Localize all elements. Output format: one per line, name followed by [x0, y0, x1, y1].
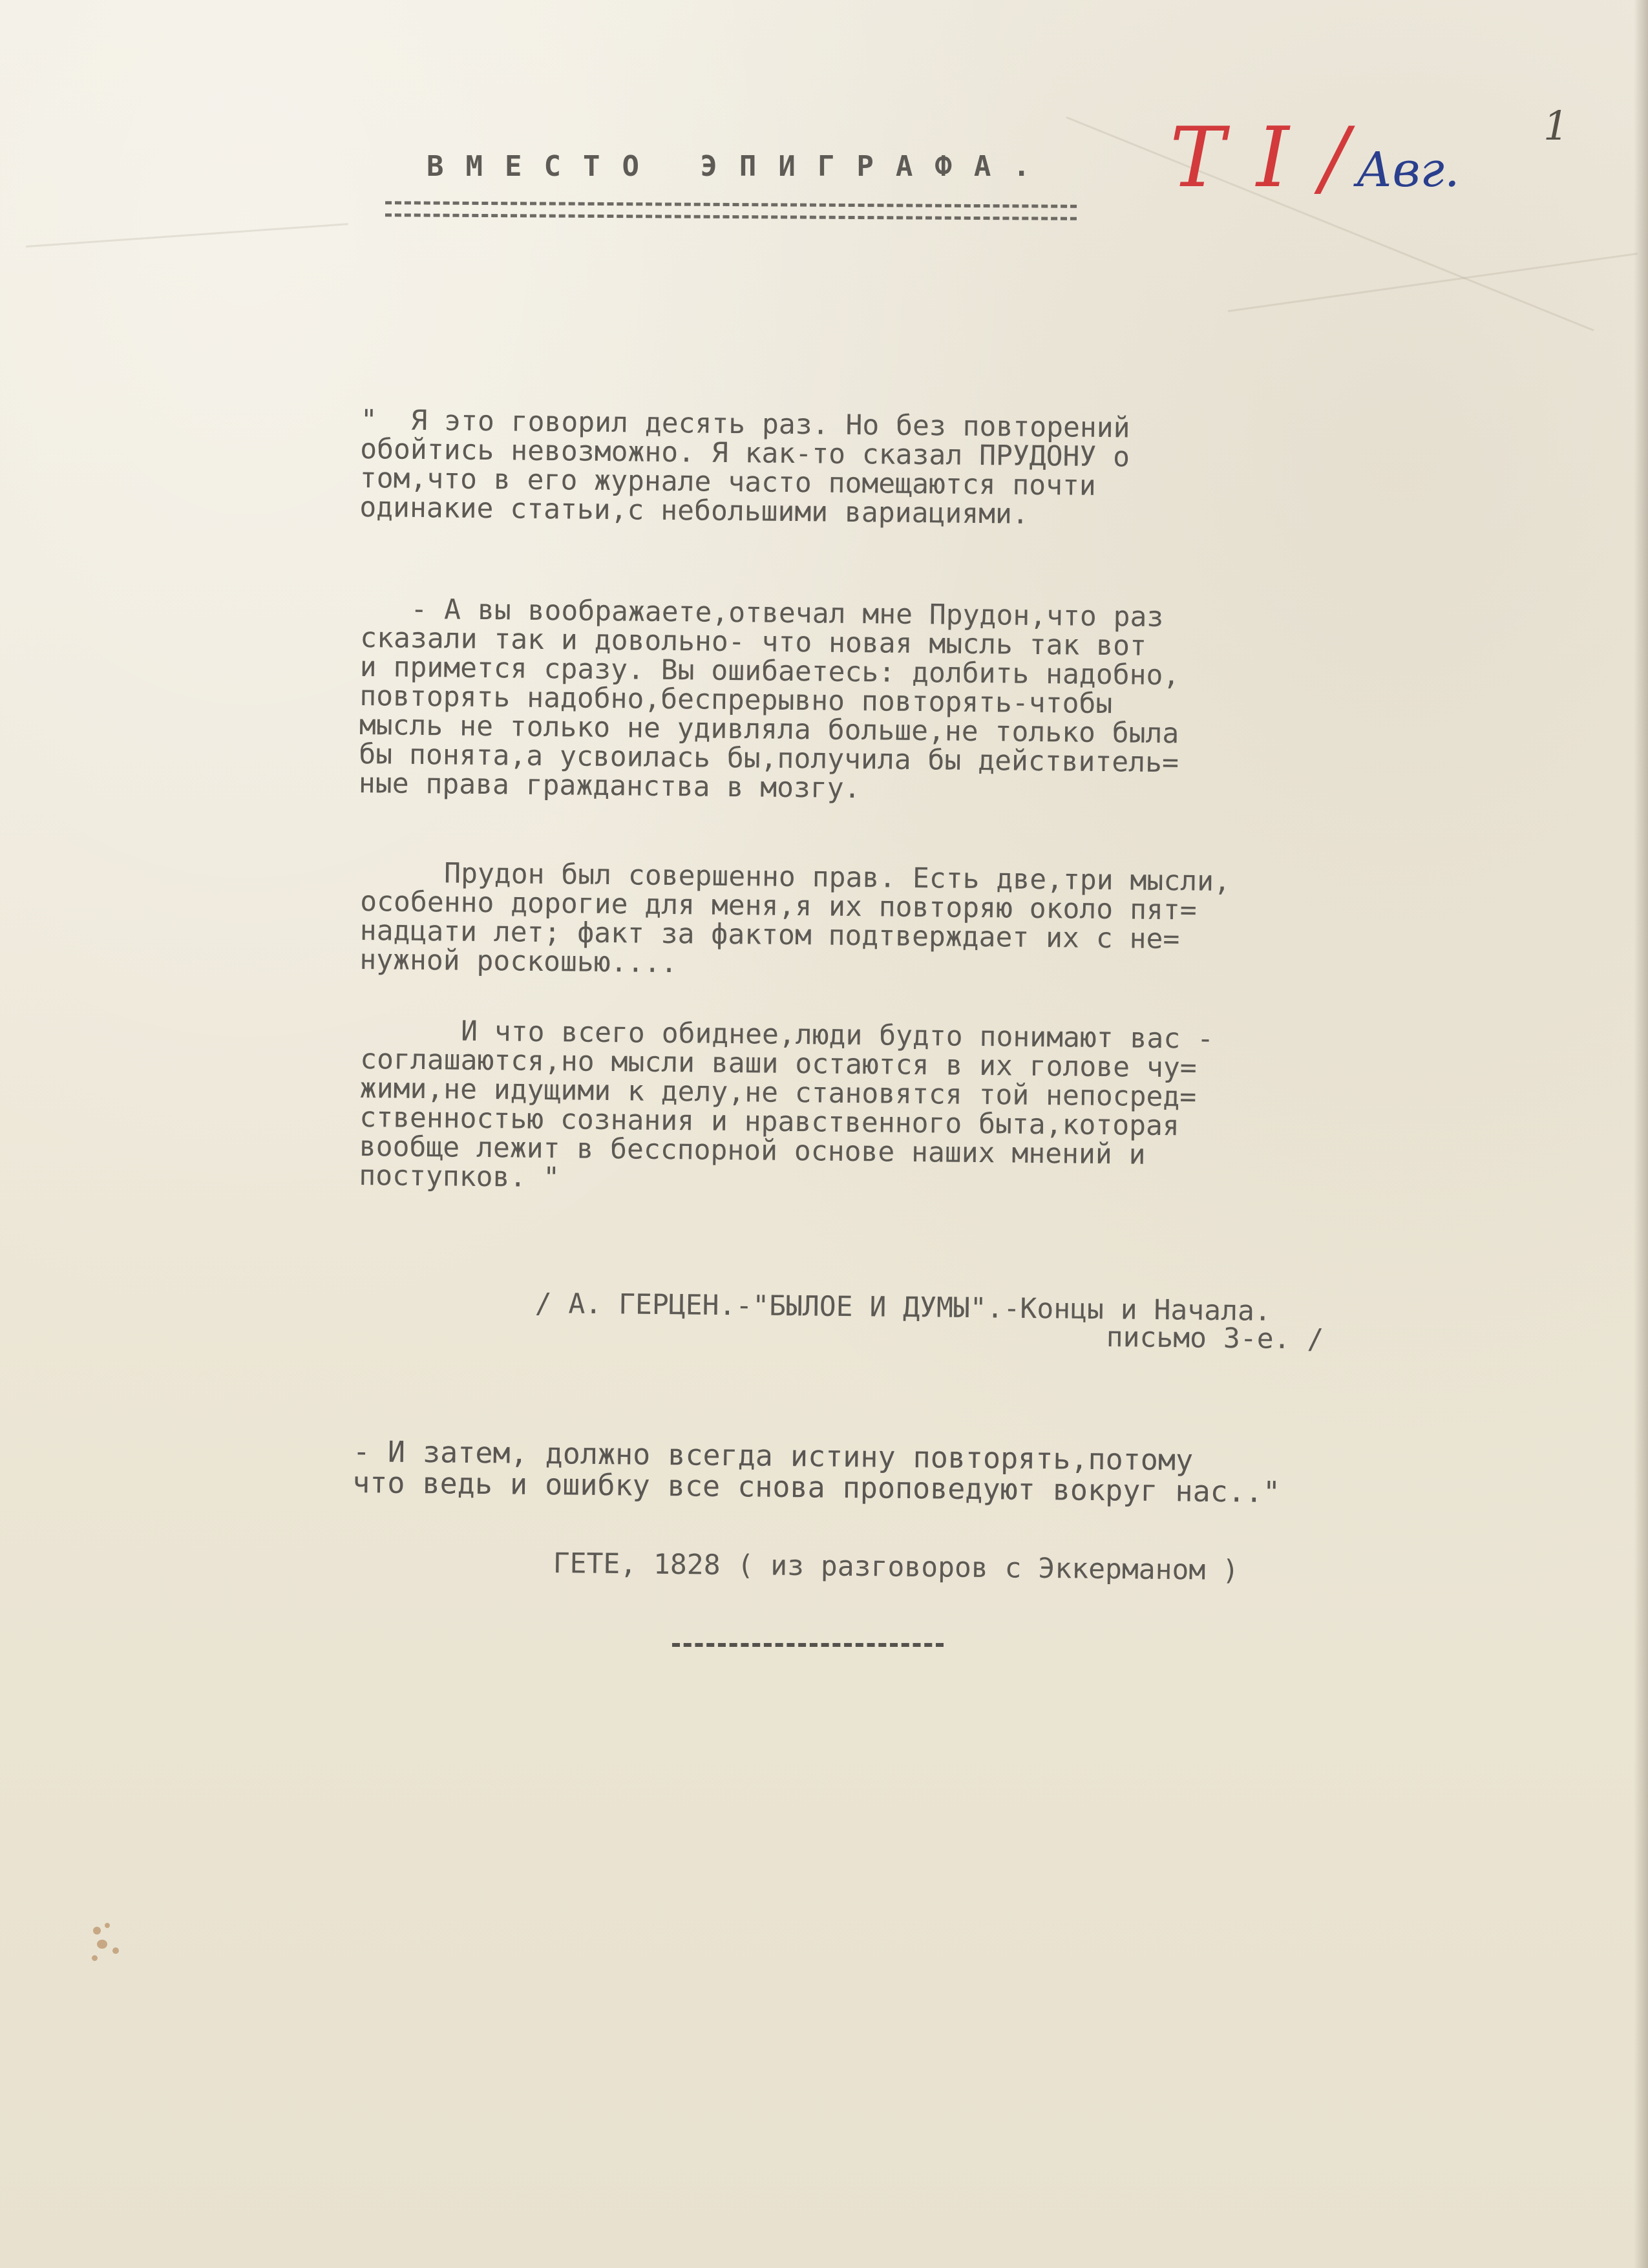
paper-edge-shadow: [1634, 0, 1648, 2268]
quote-paragraph-4: И что всего обиднее,люди будто понимают вас - соглашаются,но мысли ваши остаются в их голове чу= жими,не идущими к делу,не становятся той непосред= ственностью сознания и нравственного быта,которая вообще лежит в бесспорной основе наших мнений и поступков. ": [359, 1014, 1214, 1194]
paper-crease: [26, 223, 348, 248]
closing-rule: [672, 1643, 944, 1647]
page-title: ВМЕСТО ЭПИГРАФА.: [427, 150, 1052, 183]
handwritten-annotation: [1170, 110, 1459, 206]
paper-crease: [1228, 253, 1638, 312]
citation-letter: письмо 3-е. /: [1106, 1321, 1324, 1356]
goethe-quote: - И затем, должно всегда истину повторять,потому что ведь и ошибку все снова проповедуют вокруг нас..": [352, 1434, 1281, 1510]
annotation-blue-note: Авг.: [1356, 142, 1460, 198]
paper-stains: [90, 1923, 129, 1968]
goethe-source: ГЕТЕ, 1828 ( из разговоров с Эккерманом ): [553, 1547, 1240, 1587]
quote-paragraph-1: " Я это говорил десять раз. Но без повторений обойтись невозможно. Я как-то сказал ПРУДОНУ о том,что в его журнале часто помещаются почти одинакие статьи,с небольшими вариациями.: [359, 404, 1130, 531]
title-underline: [385, 201, 1077, 220]
quote-paragraph-3: Прудон был совершенно прав. Есть две,три мысли, особенно дорогие для меня,я их повторяю около пят= надцати лет; факт за фактом подтверждает их с не= нужной роскошью....: [359, 856, 1231, 980]
annotation-red-mark: T I /: [1170, 110, 1351, 206]
page-number: 1: [1543, 102, 1569, 149]
citation-herzen: / А. ГЕРЦЕН.-"БЫЛОЕ И ДУМЫ".-Концы и Начала.: [534, 1288, 1272, 1328]
quote-paragraph-2: - А вы воображаете,отвечал мне Прудон,что раз сказали так и довольно- что новая мысль так вот и примется сразу. Вы ошибаетесь: долбить надобно, повторять надобно,беспрерывно повторять-чтобы мысль не только не удивляла больше,не только была бы понята,а усвоилась бы,получила бы действитель= ные права гражданства в мозгу.: [358, 593, 1180, 805]
